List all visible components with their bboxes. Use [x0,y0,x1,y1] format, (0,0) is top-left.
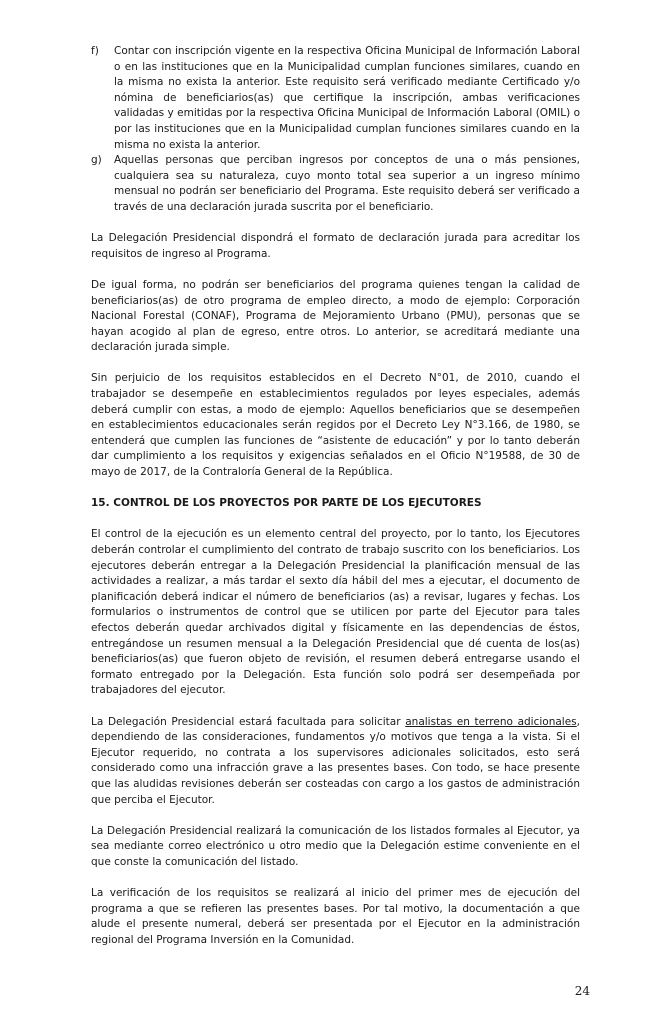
paragraph-leyes-especiales: Sin perjuicio de los requisitos establecidos en el Decreto N°01, de 2010, cuando el trabajador se desempeñe en establecimientos regulados por leyes especiales, además deberá cumplir con estas, a modo de ejemplo: Aquellos beneficiarios que se desempeñen en establecimientos educacionales serán regidos por el Decreto Ley N°3.166, de 1980, se entenderá que cumplen las funciones de “asistente de educación” y por lo tanto deberán dar cumplimiento a los requisitos y exigencias señalados en el Oficio N°19588, de 30 de mayo de 2017, de la Contraloría General de la República. [91,372,580,479]
section-heading: 15. CONTROL DE LOS PROYECTOS POR PARTE DE LOS EJECUTORES [91,497,482,510]
paragraph-verificacion-requisitos: La verificación de los requisitos se realizará al inicio del primer mes de ejecución del programa a que se refieren las presentes bases. Por tal motivo, la documentación a que alude el presente numeral, deberá ser presentada por el Ejecutor en la administración regional del Programa Inversión en la Comunidad. [91,887,580,946]
paragraph-declaracion-jurada: La Delegación Presidencial dispondrá el formato de declaración jurada para acreditar los requisitos de ingreso al Programa. [91,232,580,260]
paragraph-otros-programas: De igual forma, no podrán ser beneficiarios del programa quienes tengan la calidad de beneficiarios(as) de otro programa de empleo directo, a modo de ejemplo: Corporación Nacional Forestal (CONAF), Programa de Mejoramiento Urbano (PMU), personas que se hayan acogido al plan de egreso, entre otros. Lo anterior, se acreditará mediante una declaración jurada simple. [91,278,580,354]
paragraph-analistas [91,715,580,809]
page-content [91,44,580,964]
page-number: 24 [574,984,590,998]
list-item-marker: f) [91,45,99,57]
list-item-text: Contar con inscripción vigente en la respectiva Oficina Municipal de Información Laboral o en las instituciones que en la Municipalidad cumplan funciones similares, cuando en la misma no exista la anterior. Este requisito será verificado mediante Certificado y/o nómina de beneficiarios(as) que certifique la inscripción, ambas verificaciones validadas y emitidas por la respectiva Oficina Municipal de Información Laboral (OMIL) o por las instituciones que en la Municipalidad cumplan funciones similares cuando en la misma no exista la anterior. [114,45,580,151]
list-item-text: Aquellas personas que perciban ingresos por conceptos de una o más pensiones, cualquiera sea su naturaleza, cuyo monto total sea superior a un ingreso mínimo mensual no podrán ser beneficiario del Programa. Este requisito deberá ser verificado a través de una declaración jurada suscrita por el beneficiario. [114,154,580,213]
list-item-marker: g) [91,154,102,167]
paragraph-comunicacion-listados: La Delegación Presidencial realizará la comunicación de los listados formales al Ejecutor, ya sea mediante correo electrónico u otro medio que la Delegación estime conveniente en el que conste la comunicación del listado. [91,824,580,868]
requirements-list [91,44,580,216]
paragraph-control-ejecucion: El control de la ejecución es un elemento central del proyecto, por lo tanto, los Ejecutores deberán controlar el cumplimiento del contrato de trabajo suscrito con los beneficiarios. Los ejecutores deberán entregar a la Delegación Presidencial la planificación mensual de las actividades a realizar, a más tardar el sexto día hábil del mes a ejecutar, el documento de planificación deberá indicar el número de beneficiarios (as) a revisar, lugares y fechas. Los formularios o instrumentos de control que se utilicen por parte del Ejecutor para tales efectos deberán quedar archivados digital y físicamente en las dependencias de éstos, entregándose un resumen mensual a la Delegación Presidencial que dé cuenta de los(as) beneficiarios(as) que fueron objeto de revisión, el resumen deberá entregarse usando el formato entregado por la Delegación. Esta función solo podrá ser desempeñada por trabajadores del ejecutor. [91,528,580,697]
list-item [91,44,580,153]
analistas-underlined-text: analistas en terreno adicionales [405,715,577,728]
analistas-text-before: La Delegación Presidencial estará facultada para solicitar [91,715,406,728]
list-item [91,153,580,215]
analistas-text-after: , dependiendo de las consideraciones, fundamentos y/o motivos que tenga a la vista. Si el Ejecutor requerido, no contrata a los supervisores adicionales solicitados, esto será considerado como una infracción grave a las presentes bases. Con todo, se hace presente que las aludidas revisiones deberán ser costeadas con cargo a los gastos de administración que perciba el Ejecutor. [91,715,580,806]
